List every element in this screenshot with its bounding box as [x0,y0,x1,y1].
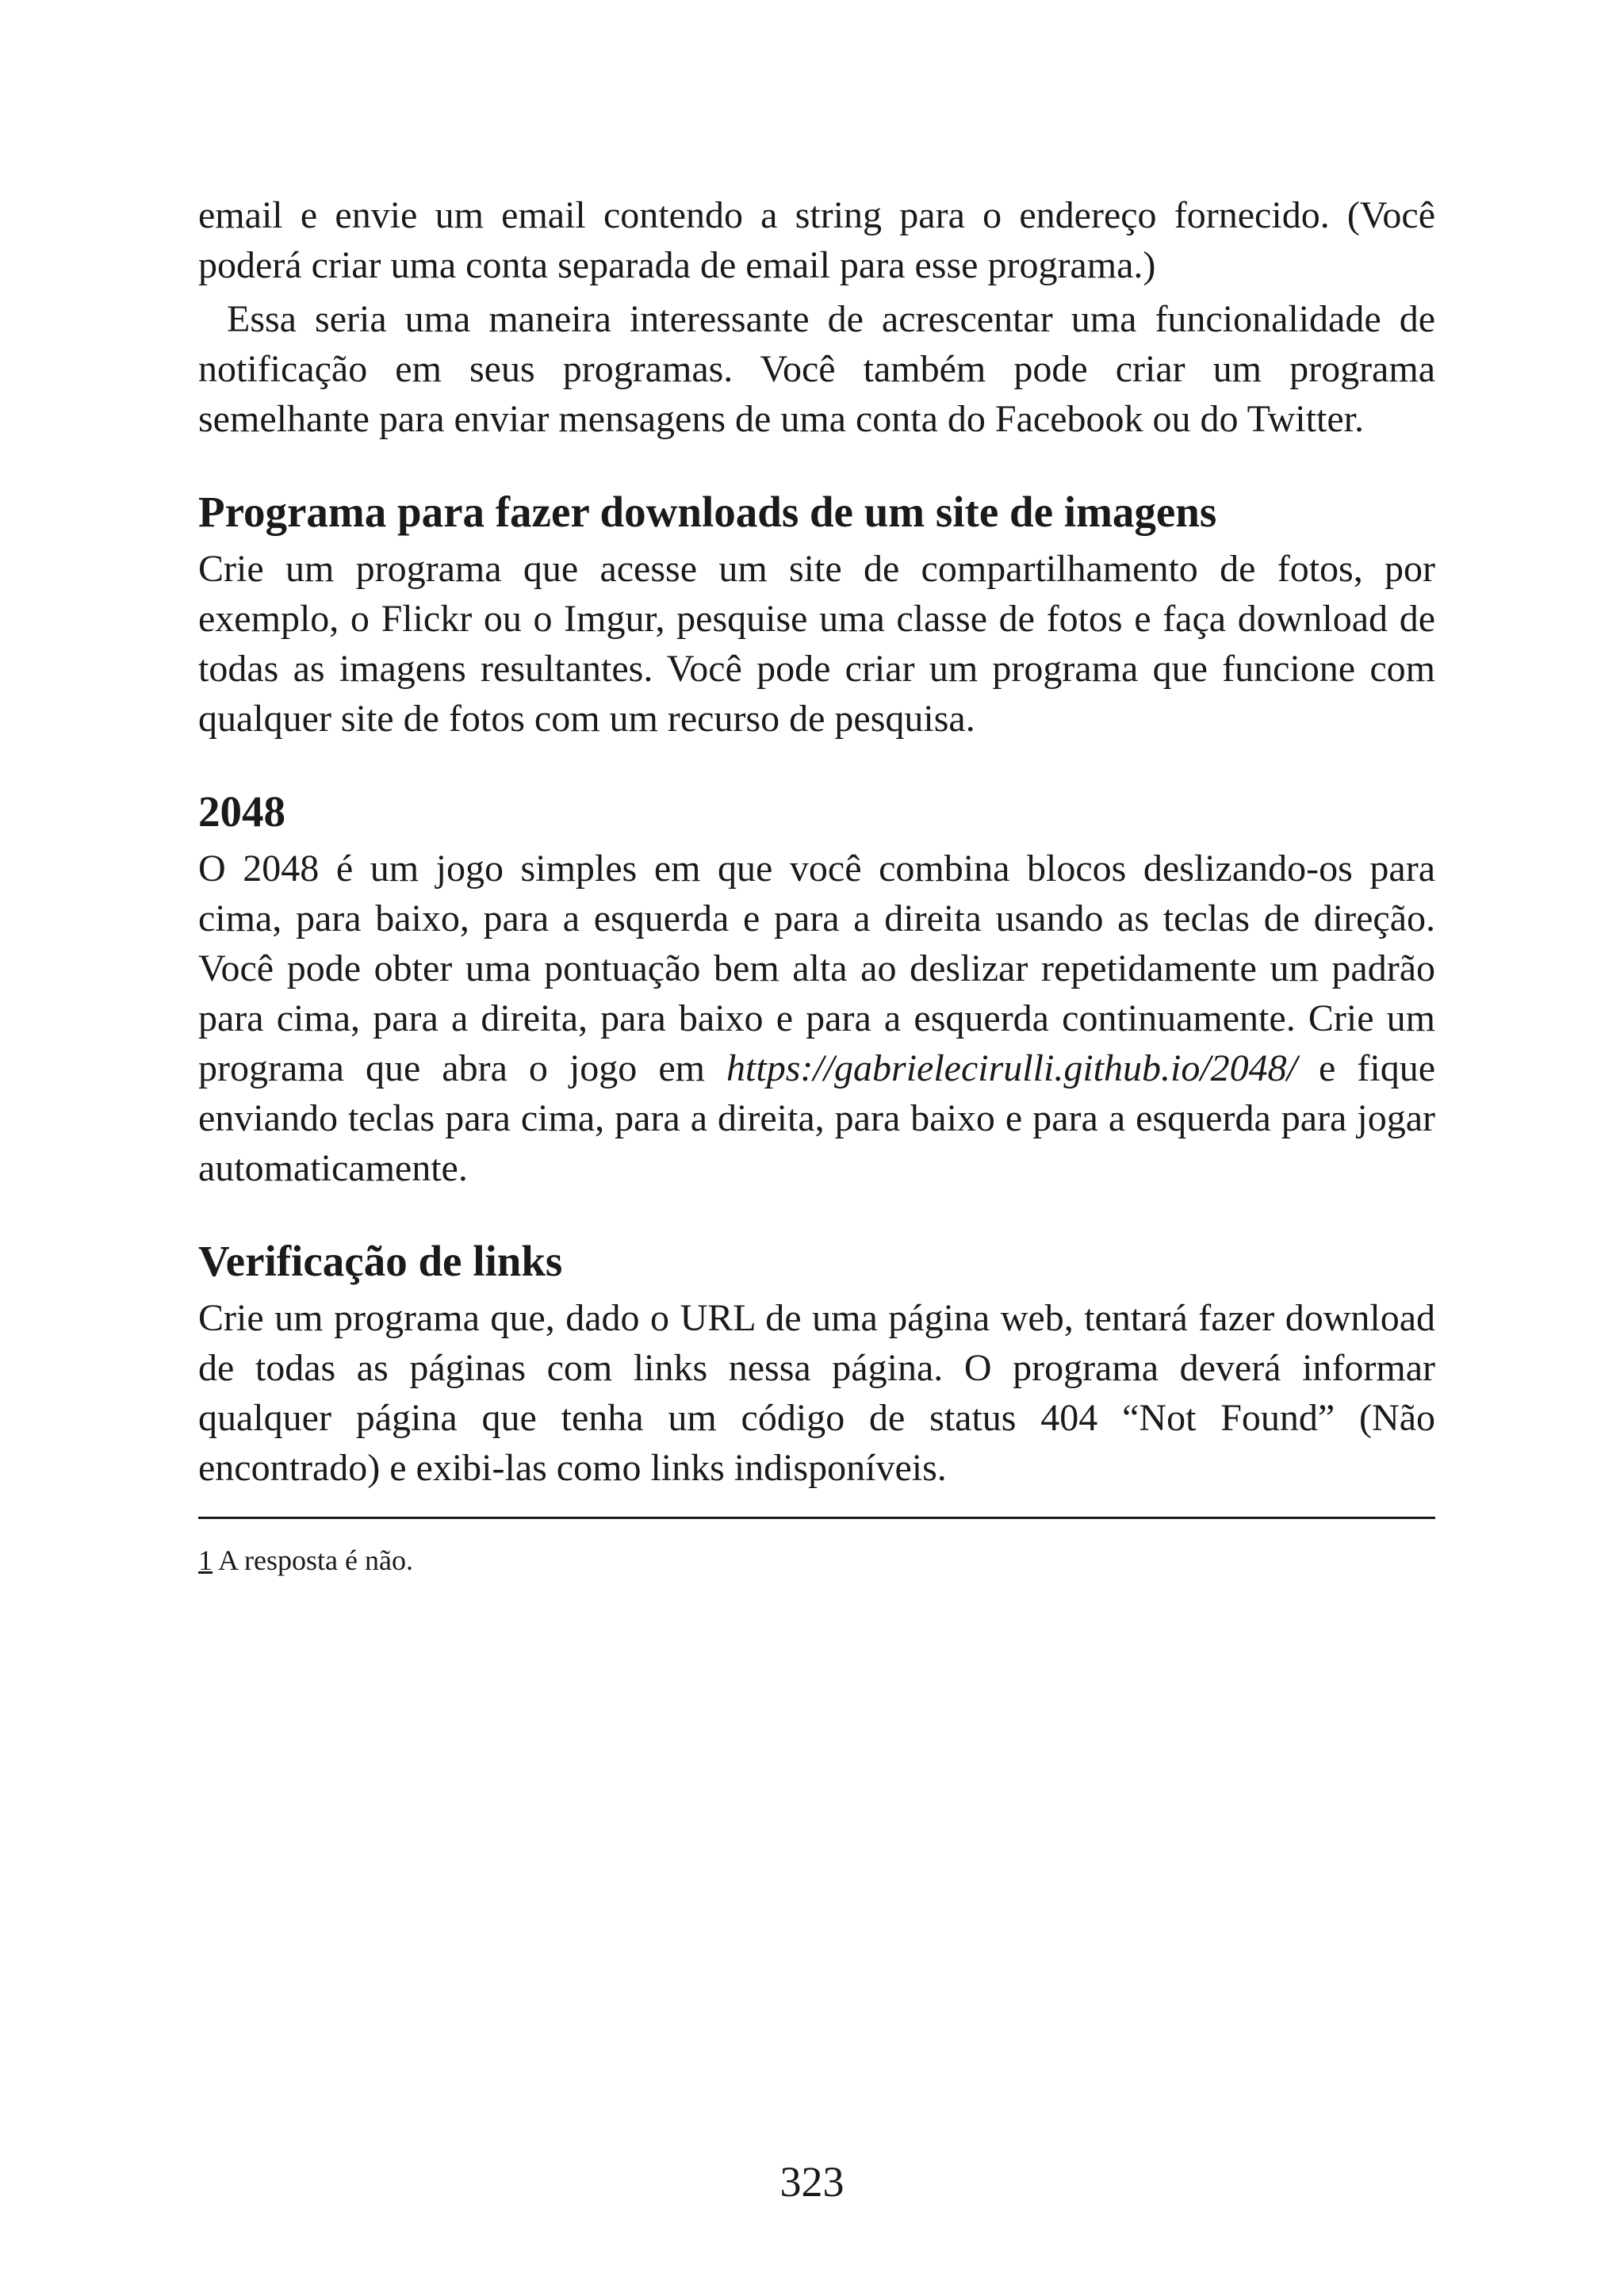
intro-paragraph-2: Essa seria uma maneira interessante de acrescentar uma funcionalidade de notificação em seus programas. Você também pode criar um programa semelhante para enviar mensagens de uma conta do Facebook ou do Twitter. [198,298,1435,440]
section-heading-2048: 2048 [198,787,285,836]
section-body-link-checker: Crie um programa que, dado o URL de uma página web, tentará fazer download de todas as páginas com links nessa página. O programa deverá informar qualquer página que tenha um código de status 404 “Not Found” (Não encontrado) e exibi-las como links indisponíveis. [198,1297,1435,1489]
page-body [198,190,1435,1578]
footnote [198,1543,1435,1578]
footnote-text: A resposta é não. [218,1544,413,1576]
section-heading-image-downloader: Programa para fazer downloads de um site de imagens [198,488,1217,536]
footnote-divider [198,1517,1435,1519]
page-number: 323 [779,2158,845,2206]
section-body-2048 [198,844,1435,1193]
game-url: https://gabrielecirulli.github.io/2048/ [726,1047,1297,1089]
footnote-marker[interactable]: 1 [198,1544,213,1576]
section-heading-link-checker: Verificação de links [198,1237,563,1285]
section-body-2048-part2: e fique enviando teclas para cima, para a direita, para baixo e para a esquerda para jogar automaticamente. [198,1047,1436,1189]
intro-paragraph-1: email e envie um email contendo a string para o endereço fornecido. (Você poderá criar uma conta separada de email para esse programa.) [198,194,1435,286]
section-body-2048-part1: O 2048 é um jogo simples em que você combina blocos deslizando-os para cima, para baixo, para a esquerda e para a direita usando as teclas de direção. Você pode obter uma pontuação bem alta ao deslizar repetidamente um padrão para cima, para a direita, para baixo e para a esquerda continuamente. Crie um programa que abra o jogo em [198,848,1435,1089]
section-body-image-downloader: Crie um programa que acesse um site de compartilhamento de fotos, por exemplo, o Flickr ou o Imgur, pesquise uma classe de fotos e faça download de todas as imagens resultantes. Você pode criar um programa que funcione com qualquer site de fotos com um recurso de pesquisa. [198,548,1435,740]
